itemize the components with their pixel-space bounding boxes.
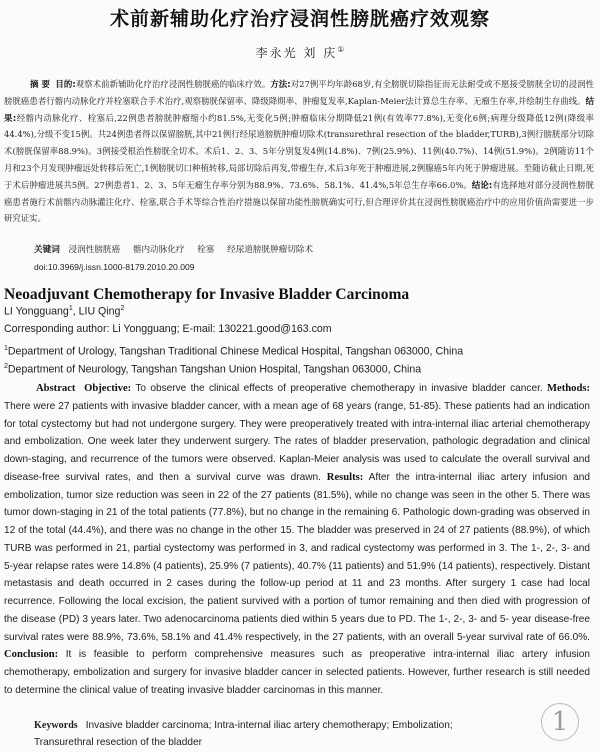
english-author-2-affil: 2: [120, 305, 125, 312]
english-results-text: After the intra-internal iliac artery infusion and embolization, tumor size reduction was seen in 22 of the 27 patients (81.5%), while no change was seen in the other 5. There was tumor down-staging in 21 of the total patients (77.8%), but no change in the remaining 6. Pathologic down-grading was observed in 12 of the total (44.4%), and there was no change in the other 15. The bladder was preserved in 24 of 27 patients (88.9%), of which TURB was performed in 21, partial cystectomy was performed in 3, and radical cystectomy was performed in 3. The 1-, 2-, 3- and 5-year relapse rates were 14.8% (4 patients), 25.9% (7 patients), 40.7% (11 patients) and 51.9% (14 patients), respectively. Distant metastasis and death occurred in 2 cases during the follow-up period at 11 and 23 months. After surgery 1 case had local recurrence. Following the local excision, the patient survived with a portion of tumor remaining and then died with progression of the disease (PD) 3 years later. Two adenocarcinoma patients died within 5 years due to PD. The 1-, 2-, 3- and 5- year disease-free survival rates were 88.9%, 73.6%, 58.1% and 41.4% respectively, in the 27 patients, with an overall 5-year survival rate of 66.0%.: [4, 471, 590, 643]
chinese-keywords-label: 关键词: [34, 245, 60, 255]
affiliation-2-marker: 2: [4, 363, 8, 370]
chinese-keyword: 髂内动脉化疗: [132, 245, 185, 255]
chinese-keyword: 浸润性膀胱癌: [68, 245, 121, 255]
chinese-objective-label: 目的:: [55, 79, 76, 89]
chinese-author-note: ①: [337, 45, 345, 54]
english-abstract-label: Abstract: [36, 383, 76, 394]
chinese-methods-text: 对27例平均年龄68岁,有全膀胱切除指征而无法耐受或不愿接受膀胱全切的浸润性膀胱癌患者行髂内动脉化疗并栓塞联合手术治疗,观察膀胱保留率、降级降期率、肿瘤复发率,Kaplan-Meier法计算总生存率、无瘤生存率,并绘制生存曲线。: [4, 79, 594, 106]
affiliation-1-marker: 1: [4, 345, 8, 352]
english-abstract: [4, 380, 590, 700]
english-authors: [4, 305, 124, 318]
chinese-results-text: 经髂内动脉化疗、栓塞后,22例患者膀胱肿瘤缩小约81.5%,无变化5例;肿瘤临床分期降低21例(有效率77.8%),无变化6例;病理分级降低12例(降级率44.4%),分级不变15例。共24例患者得以保留膀胱,其中21例行经尿道膀胱肿瘤切除术(transurethral resection of the bladder,TURB),3例行膀胱部分切除术(膀胱保留率88.9%)。3例接受根治性膀胱全切术。术后1、2、3、5年分别复发4例(14.8%)、7例(25.9%)、11例(40.7%)、14例(51.9%)。2例随访11个月和23个月发现肿瘤远处转移后死亡,1例膀胱切口种植转移,局部切除后再发,带瘤生存,术后3年死于肿瘤进展,2例腺癌5年内死于肿瘤进展。至随访截止日期,死于术后肿瘤进展共5例。27例患者1、2、3、5年无瘤生存率分别为88.9%、73.6%、58.1%、41.4%,5年总生存率66.0%。: [4, 112, 594, 190]
chinese-title: 术前新辅助化疗治疗浸润性膀胱癌疗效观察: [109, 8, 490, 30]
chinese-keyword: 经尿道膀胱肿瘤切除术: [227, 245, 314, 255]
affiliation-2-text: Department of Neurology, Tangshan Tangshan Union Hospital, Tangshan 063000, China: [7, 363, 422, 376]
english-author-1: LI Yongguang: [4, 305, 69, 318]
english-keywords-label: Keywords: [34, 720, 78, 731]
affiliation-1-text: Department of Urology, Tangshan Traditional Chinese Medical Hospital, Tangshan 063000, China: [7, 345, 464, 358]
english-objective-label: Objective:: [84, 383, 132, 394]
english-author-2: , LIU Qing: [72, 305, 121, 318]
english-title: Neoadjuvant Chemotherapy for Invasive Bladder Carcinoma: [4, 286, 410, 303]
english-methods-label: Methods:: [547, 383, 591, 394]
english-results-label: Results:: [326, 471, 364, 483]
english-keywords-text: Invasive bladder carcinoma; Intra-internal iliac artery chemotherapy; Embolization; Transurethral resection of the bladder: [34, 720, 453, 748]
affiliation-1: [4, 345, 463, 358]
chinese-results-label: 结果:: [4, 95, 594, 123]
affiliation-2: [4, 363, 421, 376]
chinese-keywords: [34, 243, 323, 255]
english-conclusion-label: Conclusion:: [4, 649, 59, 661]
doi-line: doi:10.3969/j.issn.1000-8179.2010.20.009: [34, 262, 195, 272]
circled-page-number: 1: [541, 703, 579, 741]
chinese-abstract-label: 摘 要: [30, 79, 50, 89]
chinese-keyword: 栓塞: [197, 245, 215, 255]
chinese-abstract: [4, 76, 594, 227]
chinese-authors: [0, 44, 600, 61]
chinese-conclusion-label: 结论:: [471, 179, 493, 190]
english-methods-text: There were 27 patients with invasive bladder cancer, with a mean age of 68 years (range, 51-85). These patients had an indication for total cystectomy but had not undergone surgery. They were preoperatively treated with intra-internal iliac arterial chemotherapy and embolization. One week later they underwent surgery. The rates of bladder preservation, pathologic degradation and clinical down-staging, and recurrence of the tumors were observed. Kaplan-Meier analysis was used to calculate the overall survival and disease-free survival rates, and then a survival curve was drawn.: [4, 400, 590, 483]
english-keywords: [34, 717, 514, 751]
chinese-objective-text: 观察术前新辅助化疗治疗浸润性膀胱癌的临床疗效。: [75, 79, 271, 89]
chinese-author-names: 李永光 刘 庆: [255, 46, 338, 60]
english-conclusion-text: It is feasible to perform comprehensive measures such as preoperative intra-internal iliac artery infusion chemotherapy, embolization and surgery for invasive bladder cancer in selected patients. However, further research is still needed to determine the clinical value of treating invasive bladder carcinomas in this manner.: [4, 649, 590, 696]
english-objective-text: To observe the clinical effects of preoperative chemotherapy in invasive bladder cancer.: [131, 383, 548, 394]
corresponding-author: Corresponding author: Li Yongguang; E-mail: 130221.good@163.com: [4, 323, 332, 335]
english-author-1-affil: 1: [68, 305, 73, 312]
chinese-conclusion-text: 有选择地对部分浸润性膀胱癌患者施行术前髂内动脉灌注化疗、栓塞,联合手术等综合性治疗措施以保留功能性膀胱确实可行,但合理评价其在浸润性膀胱癌治疗中的应用价值尚需要进一步研究证实。: [4, 179, 595, 224]
chinese-methods-label: 方法:: [270, 79, 291, 89]
